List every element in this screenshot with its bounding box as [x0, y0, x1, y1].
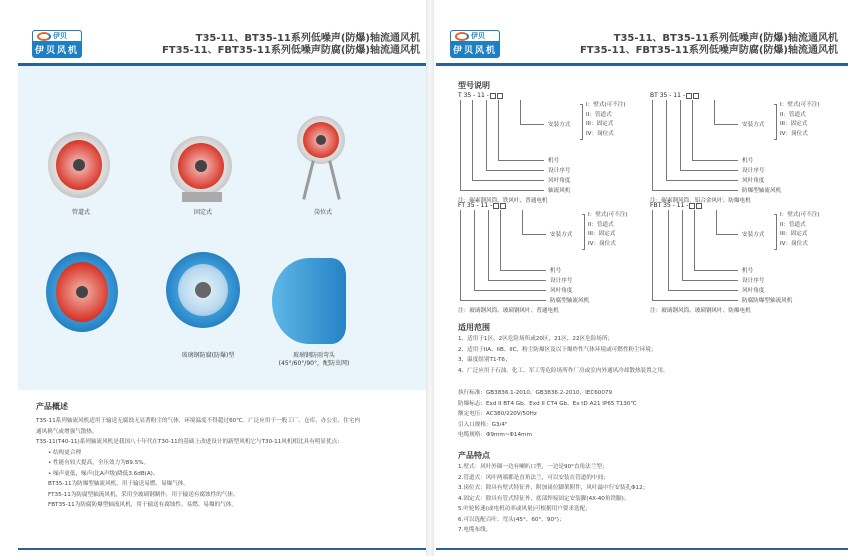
feature-line: 4.固定式：除具有管式特征外，底部焊接固定安装脚(4X-40角铁脚)；	[458, 495, 630, 502]
spec-line: 电缆规格：Φ9mm~Φ14mm	[458, 432, 532, 438]
mount-option: III：固定式	[780, 121, 808, 127]
frp-fan-image	[46, 252, 118, 334]
page-title	[162, 33, 420, 57]
brand-logo	[32, 30, 82, 58]
feature-line: 3.岗位式：除具有壁式特征外，附加岗位脚架附件，风叶最中行安装孔Φ12；	[458, 485, 649, 491]
spec-line: 防爆标志：Exd II BT4 Gb、Exd II CT4 Gb、Ex tD A21 IP65 T130℃	[458, 400, 637, 407]
mount-option: III：固定式	[586, 121, 614, 127]
logo-mark-icon	[37, 32, 51, 41]
logo-brand-name: 伊贝	[471, 32, 485, 40]
diagram-note: 注：碳素钢风筒、铁风叶、普通电机	[458, 198, 548, 204]
mount-option: I：壁式(可不注)	[586, 102, 626, 108]
spec-text	[458, 388, 838, 441]
caption-duct: 管道式	[71, 209, 90, 216]
logo-top	[450, 30, 500, 42]
logo-sub: 伊贝风机	[452, 46, 497, 56]
overview-line: FBT35-11为防腐防爆型轴流风机，用于输送有腐蚀性、易燃、易爆的气体。	[48, 502, 237, 508]
mount-option: II：管道式	[780, 221, 806, 228]
mount-option: III：固定式	[780, 231, 808, 237]
field-label: 风叶角度	[550, 288, 573, 294]
title-rule	[436, 63, 848, 66]
feature-line: 1.壁式：风叶外圈一边有喇叭口型，一边是90°直角法兰型；	[458, 464, 608, 470]
frp-explosion-fan-image	[166, 252, 240, 332]
field-label: 机号	[548, 158, 560, 164]
mount-option: IV：岗位式	[780, 240, 808, 247]
scope-line: 3、温度组别T1-T6；	[458, 357, 511, 363]
logo-mark-icon	[455, 32, 469, 41]
model-code	[458, 202, 506, 209]
caption-elbow-line2: (45°/60°/90°，配防虫网)	[278, 360, 350, 367]
field-label: 风叶角度	[742, 288, 765, 294]
overview-line: T35-11系列轴流风机适用于输送无腐蚀无显著粉尘的气体，环境温度不得超过60℃。广泛应用于一般工厂、仓库、办公室、住宅内	[36, 418, 360, 424]
diagram-note: 注：碳素钢风筒、铝合金风叶、防爆电机	[650, 198, 751, 204]
model-code-text: T 35 - 11 -	[458, 92, 489, 99]
diagram-note: 注：玻璃钢风筒、玻璃钢风叶、防爆电机	[650, 308, 751, 314]
fixed-fan-image	[170, 136, 232, 200]
field-label: 防腐型轴流风机	[550, 298, 590, 304]
label-mount: 安装方式	[548, 122, 571, 128]
field-label: 机号	[550, 268, 562, 274]
scope-line: 1、适用于1区、2区危险场所或20区，21区，22区危险场所；	[458, 336, 614, 342]
model-diagram	[650, 92, 850, 204]
caption-post: 岗位式	[313, 209, 332, 216]
mount-option: I：壁式(可不注)	[780, 102, 820, 108]
field-label: 轴流风机	[548, 188, 571, 194]
diagram-note: 注：玻璃钢风筒、玻璃钢风叶、普通电机	[458, 308, 559, 314]
mount-option: I：壁式(可不注)	[780, 212, 820, 218]
mount-options	[780, 101, 820, 139]
mount-option: I：壁式(可不注)	[588, 212, 628, 218]
overview-line: FT35-11为防腐型轴流风机，采用全玻璃钢制作，用于输送有腐蚀性的气体。	[48, 491, 239, 498]
scope-line: 4、广泛应用于石油、化工、军工等危险场所作厂房或室内外通风冷却散热装置之用。	[458, 367, 669, 374]
field-label: 机号	[742, 158, 754, 164]
title-line1: T35-11、BT35-11系列低噪声(防爆)轴流通风机	[195, 33, 420, 44]
title-line2: FT35-11、FBT35-11系列低噪声防腐(防爆)轴流通风机	[579, 45, 838, 56]
rain-elbow-image	[272, 258, 346, 344]
model-code	[650, 92, 699, 99]
model-code-text: BT 35 - 11 -	[650, 92, 686, 99]
overview-line: • 噪声更低，噪声(比A声级)降低3.6dB(A)。	[48, 470, 159, 477]
page-title	[580, 33, 838, 57]
field-label: 防腐防爆型轴流风机	[742, 298, 793, 304]
mount-option: II：管道式	[588, 221, 614, 228]
mount-option: III：固定式	[588, 231, 616, 237]
caption-elbow-line1: 玻璃钢防雨弯头	[292, 352, 335, 359]
field-label: 设计序号	[548, 168, 571, 174]
mount-options	[588, 211, 628, 249]
field-label: 风叶角度	[548, 178, 571, 184]
overview-text	[36, 416, 426, 511]
features-heading: 产品特点	[458, 451, 490, 460]
overview-line: 通风换气或增强气散热。	[36, 428, 98, 435]
label-mount: 安装方式	[742, 122, 765, 128]
mount-option: IV：岗位式	[588, 240, 616, 247]
overview-line: T35-11(T40-11)系列轴流风机是我国八十年代在T30-11的基础上改进设计的新型风机它与T30-11风机相比具有明显优点：	[36, 439, 343, 445]
model-diagram	[458, 202, 658, 314]
logo-brand-name: 伊贝	[53, 32, 67, 40]
field-label: 风叶角度	[742, 178, 765, 184]
features-text	[458, 462, 838, 536]
right-page	[436, 0, 848, 556]
model-code	[458, 92, 503, 99]
caption-elbow	[258, 352, 370, 368]
model-code-text: FT 35 - 11 -	[458, 202, 493, 209]
label-mount: 安装方式	[550, 232, 573, 238]
mount-option: IV：岗位式	[586, 130, 614, 137]
field-label: 设计序号	[742, 278, 765, 284]
model-code	[650, 202, 702, 209]
title-line2: FT35-11、FBT35-11系列低噪声防腐(防爆)轴流通风机	[161, 45, 420, 56]
mount-option: II：管道式	[586, 111, 612, 118]
left-page	[18, 0, 430, 556]
right-bottom-rule	[436, 548, 848, 550]
caption-fixed: 固定式	[193, 209, 212, 216]
mount-options	[586, 101, 626, 139]
book-gutter	[426, 0, 434, 556]
spec-line: 引入口规格：G3/4"	[458, 421, 508, 428]
spec-line: 额定电压：AC380/220V/50Hz	[458, 411, 537, 417]
logo-top	[32, 30, 82, 42]
model-code-text: FBT 35 - 11 -	[650, 202, 689, 209]
field-label: 设计序号	[550, 278, 573, 284]
model-diagram	[458, 92, 658, 204]
mount-options	[780, 211, 820, 249]
feature-line: 2.管道式：风叶两端都是直角法兰，可以安装在管道的中间；	[458, 474, 609, 481]
overview-line: • 结构更合理	[48, 449, 82, 456]
overview-line: • 性能有较大提高，全压效力为89.5%。	[48, 460, 150, 466]
logo-sub: 伊贝风机	[34, 46, 79, 56]
right-header	[436, 0, 848, 66]
feature-line: 6.可以选配百叶、弯头(45°、60°、90°)；	[458, 516, 565, 523]
title-line1: T35-11、BT35-11系列低噪声(防爆)轴流通风机	[613, 33, 838, 44]
scope-text	[458, 334, 838, 376]
product-gallery	[18, 66, 430, 390]
post-fan-image	[293, 116, 353, 202]
spec-line: 执行标准：GB3836.1-2010、GB3836.2-2010、IEC60079	[458, 390, 613, 396]
duct-fan-image	[48, 132, 110, 198]
brand-logo	[450, 30, 500, 58]
feature-line: 7.电缆布线。	[458, 527, 492, 533]
overview-heading: 产品概述	[36, 402, 68, 411]
model-diagram	[650, 202, 850, 314]
mount-option: IV：岗位式	[780, 130, 808, 137]
scope-heading: 适用范围	[458, 323, 490, 332]
model-heading: 型号说明	[458, 81, 490, 90]
caption-frp: 玻璃钢防腐(防爆)型	[181, 352, 235, 359]
label-mount: 安装方式	[742, 232, 765, 238]
field-label: 机号	[742, 268, 754, 274]
feature-line: 5.叶轮转速(或电机功率或风量)可根据用户要求选配；	[458, 506, 591, 512]
overview-line: BT35-11为防爆型轴流风机，用于输送易燃、易爆气体。	[48, 481, 189, 487]
mount-option: II：管道式	[780, 111, 806, 118]
field-label: 设计序号	[742, 168, 765, 174]
left-bottom-rule	[18, 548, 430, 550]
scope-line: 2、适用于IIA、IIB、IIC、粉尘防爆区及以下爆炸性气体环境或可燃性粉尘环境；	[458, 346, 657, 353]
field-label: 防爆型轴流风机	[742, 188, 782, 194]
left-header	[18, 0, 430, 66]
